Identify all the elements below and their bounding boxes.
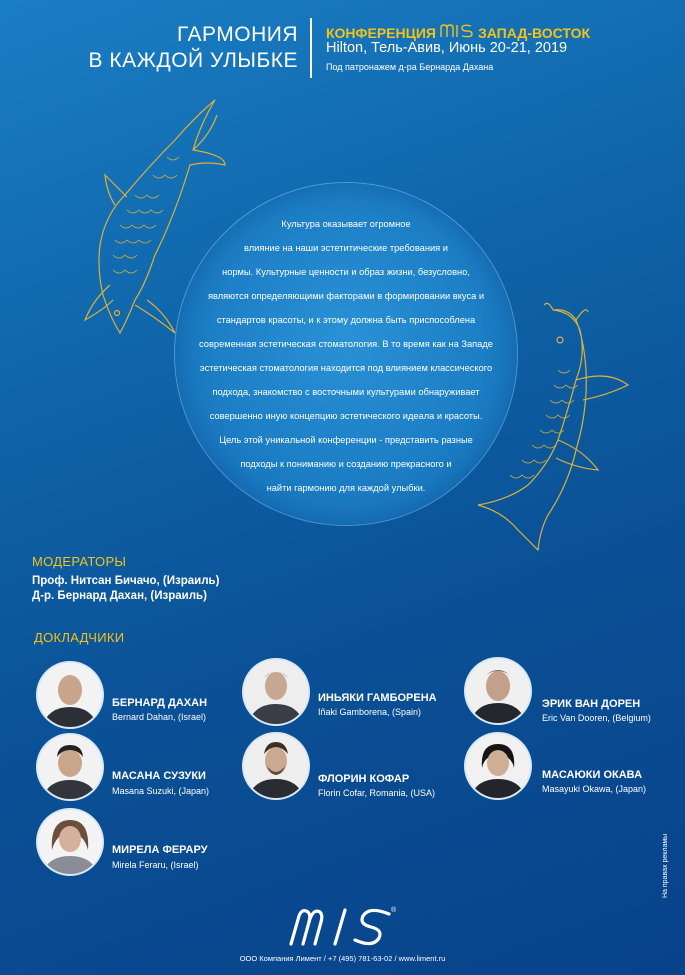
moderator-name: Проф. Нитсан Бичачо, (Израиль) bbox=[32, 575, 220, 587]
ad-disclaimer: На правах рекламы bbox=[662, 833, 669, 898]
conference-label: КОНФЕРЕНЦИЯ bbox=[326, 25, 436, 41]
speaker-name: ИНЬЯКИ ГАМБОРЕНА bbox=[318, 692, 437, 704]
speaker-origin: Masayuki Okawa, (Japan) bbox=[542, 784, 647, 794]
footer-contact: ООО Компания Лимент / +7 (495) 781-63-02 / www.liment.ru bbox=[239, 954, 446, 963]
intro-line: совершенно иную концепцию эстетического идеала и красоты. bbox=[209, 411, 483, 421]
avatar-icon bbox=[244, 734, 308, 798]
mis-logo-icon bbox=[285, 900, 405, 950]
conference-region: ЗАПАД-ВОСТОК bbox=[477, 25, 591, 41]
patron-note: Под патронажем д-ра Бернарда Дахана bbox=[326, 62, 494, 72]
speaker-photo bbox=[466, 734, 530, 798]
intro-text bbox=[180, 212, 512, 500]
speaker-photo bbox=[38, 810, 102, 874]
speakers-heading: ДОКЛАДЧИКИ bbox=[34, 630, 125, 645]
avatar-icon bbox=[466, 659, 530, 723]
moderators-heading: МОДЕРАТОРЫ bbox=[32, 554, 127, 569]
poster-title-line1: ГАРМОНИЯ bbox=[177, 23, 298, 46]
venue-date: Hilton, Тель-Авив, Июнь 20-21, 2019 bbox=[326, 40, 568, 56]
intro-line: современная эстетическая стоматология. В то время как на Западе bbox=[199, 339, 493, 349]
intro-line: эстетическая стоматология находится под влиянием классического bbox=[199, 363, 493, 373]
intro-line: Цель этой уникальной конференции - представить разные bbox=[219, 435, 473, 445]
speaker-name: МАСАНА СУЗУКИ bbox=[112, 770, 206, 782]
intro-line: найти гармонию для каждой улыбки. bbox=[266, 483, 426, 493]
speaker-origin: Florin Cofar, Romania, (USA) bbox=[318, 788, 436, 798]
speaker-origin: Iñaki Gamborena, (Spain) bbox=[318, 707, 422, 717]
speaker-name: МИРЕЛА ФЕРАРУ bbox=[112, 844, 208, 856]
avatar-icon bbox=[38, 810, 102, 874]
intro-line: влияние на наши эстетитические требования и bbox=[243, 243, 448, 253]
avatar-icon bbox=[38, 735, 102, 799]
moderator-name: Д-р. Бернард Дахан, (Израиль) bbox=[32, 590, 207, 602]
speaker-photo bbox=[38, 663, 102, 727]
speaker-photo bbox=[244, 660, 308, 724]
intro-line: являются определяющими факторами в формировании вкуса и bbox=[207, 291, 485, 301]
avatar-icon bbox=[38, 663, 102, 727]
poster-title bbox=[40, 22, 298, 74]
speaker-name: ЭРИК ВАН ДОРЕН bbox=[542, 698, 641, 710]
speaker-photo bbox=[244, 734, 308, 798]
avatar-icon bbox=[466, 734, 530, 798]
header-divider bbox=[310, 18, 312, 78]
svg-text:®: ® bbox=[391, 907, 397, 914]
mis-logo-small-icon bbox=[440, 24, 474, 38]
speaker-origin: Mirela Feraru, (Israel) bbox=[112, 860, 199, 870]
speaker-name: БЕРНАРД ДАХАН bbox=[112, 697, 208, 709]
speaker-name: ФЛОРИН КОФАР bbox=[318, 773, 410, 785]
speaker-photo bbox=[466, 659, 530, 723]
speaker-origin: Eric Van Dooren, (Belgium) bbox=[542, 713, 651, 723]
speaker-name: МАСАЮКИ ОКАВА bbox=[542, 769, 643, 781]
avatar-icon bbox=[244, 660, 308, 724]
intro-line: подходы к пониманию и созданию прекрасного и bbox=[240, 459, 452, 469]
intro-line: нормы. Культурные ценности и образ жизни, безусловно, bbox=[222, 267, 470, 277]
intro-line: стандартов красоты, и к этому должна быть приспособлена bbox=[216, 315, 476, 325]
poster-title-line2: В КАЖДОЙ УЛЫБКЕ bbox=[88, 49, 298, 72]
speaker-photo bbox=[38, 735, 102, 799]
speaker-origin: Masana Suzuki, (Japan) bbox=[112, 786, 210, 796]
intro-line: Культура оказывает огромное bbox=[281, 219, 411, 229]
intro-line: подхода, знакомство с восточными культурами обнаруживает bbox=[212, 387, 480, 397]
speaker-origin: Bernard Dahan, (Israel) bbox=[112, 712, 207, 722]
